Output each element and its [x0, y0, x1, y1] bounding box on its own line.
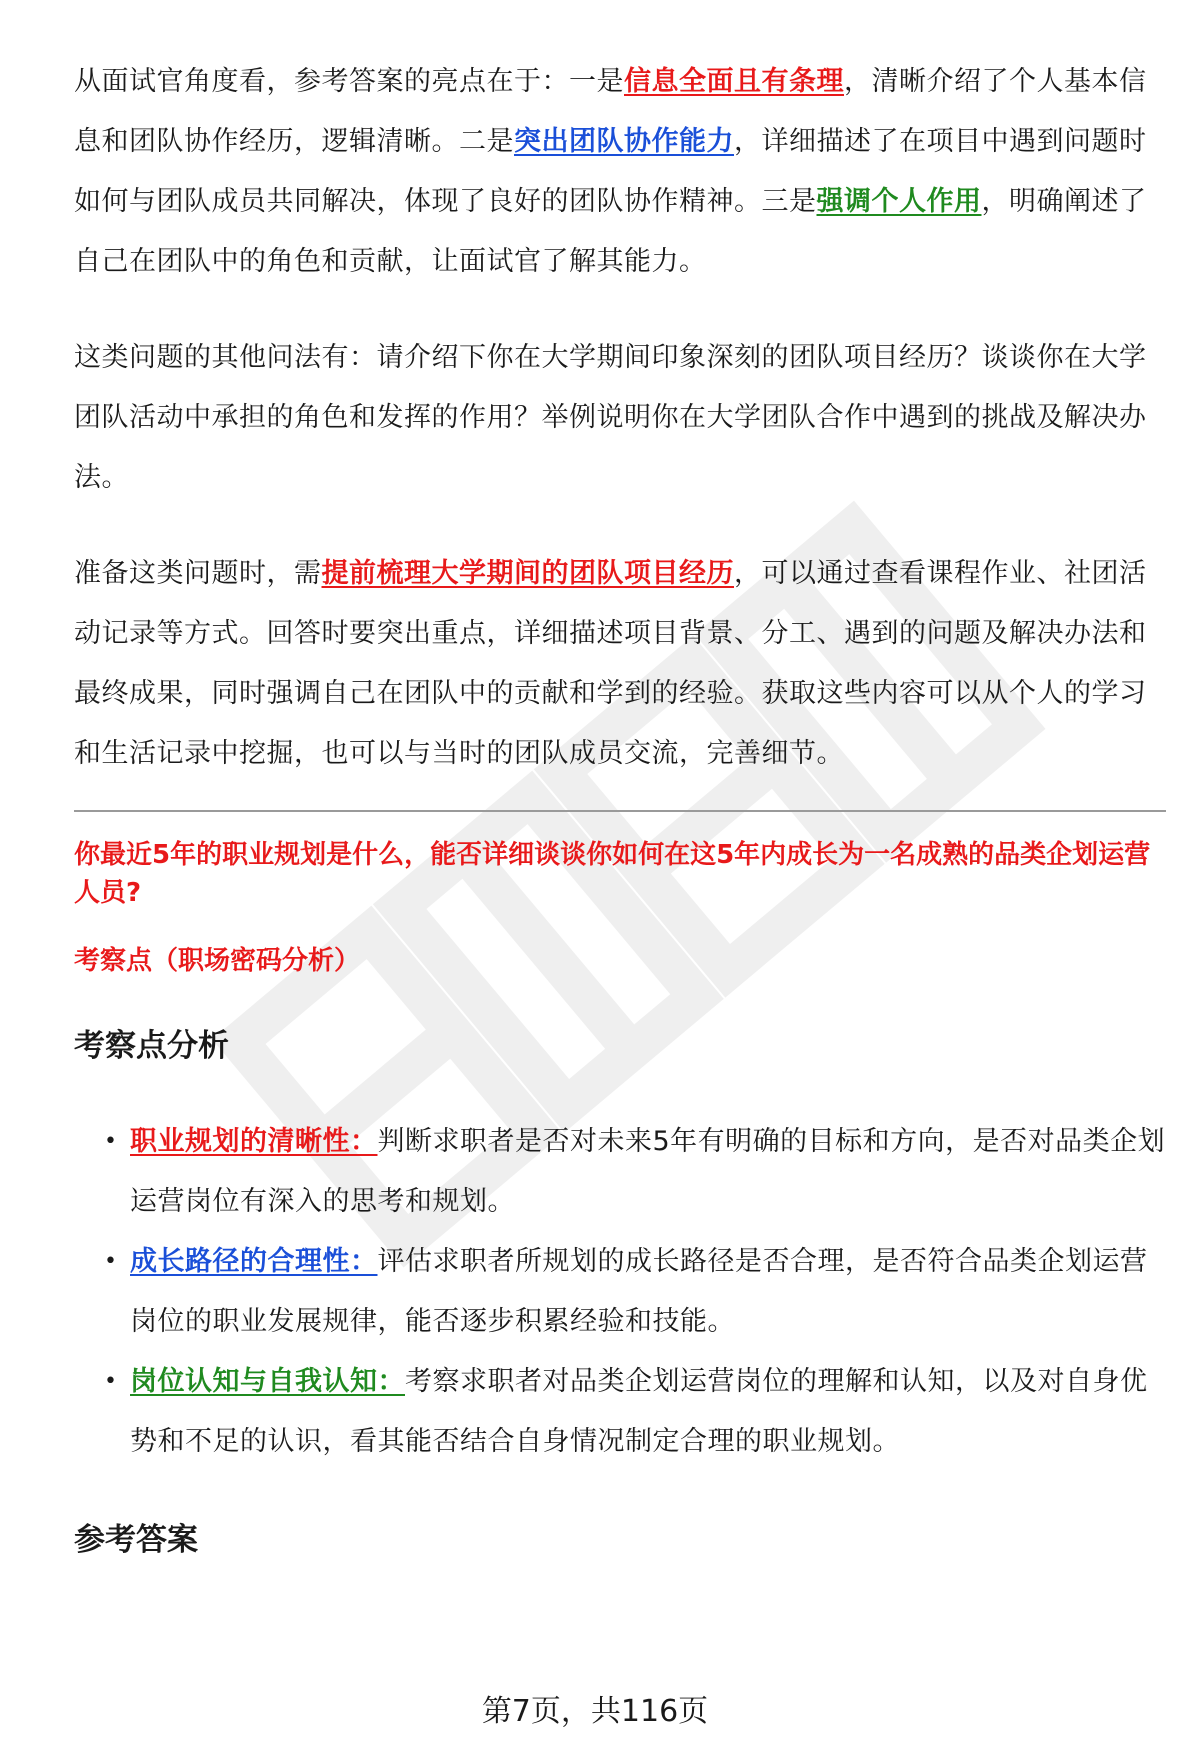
analysis-heading: 考察点分析: [74, 1028, 229, 1064]
highlighted-phrase: 强调个人作用: [816, 186, 982, 217]
paragraph-interviewer-highlights: [74, 52, 1166, 292]
point-text: 评估求职者所规划的成长路径是否合理，是否符合品类企划运营岗位的职业发展规律，能否逐步积累经验和技能。: [130, 1246, 1148, 1337]
bullet-icon: •: [104, 1129, 118, 1154]
page-number: 第7页，共116页: [481, 1694, 709, 1729]
analysis-point: [104, 1352, 1166, 1472]
highlighted-phrase: 信息全面且有条理: [624, 66, 844, 97]
analysis-point: [104, 1112, 1166, 1232]
paragraph-text: ，清晰介绍了个人基本信息和团队协作经历，逻辑清晰。二是: [74, 66, 1147, 157]
bullet-icon: •: [104, 1249, 118, 1274]
highlighted-phrase: 突出团队协作能力: [514, 126, 734, 157]
paragraph-text: ，明确阐述了自己在团队中的角色和贡献，让面试官了解其能力。: [74, 186, 1147, 277]
point-term: 职业规划的清晰性：: [130, 1126, 378, 1157]
bullet-icon: •: [104, 1369, 118, 1394]
analysis-points-list: [74, 1112, 1166, 1472]
point-text: 考察求职者对品类企划运营岗位的理解和认知，以及对自身优势和不足的认识，看其能否结合自身情况制定合理的职业规划。: [130, 1366, 1148, 1457]
paragraph-text: ，详细描述了在项目中遇到问题时如何与团队成员共同解决，体现了良好的团队协作精神。三是: [74, 126, 1147, 217]
highlighted-phrase: 提前梳理大学期间的团队项目经历: [321, 558, 734, 589]
reference-answer-heading: 参考答案: [74, 1522, 198, 1558]
paragraph-text: 从面试官角度看，参考答案的亮点在于：一是: [74, 66, 624, 97]
point-term: 成长路径的合理性：: [130, 1246, 378, 1277]
paragraph-preparation-tips: [74, 544, 1166, 784]
section-divider: [74, 810, 1166, 812]
point-term: 岗位认知与自我认知：: [130, 1366, 405, 1397]
analysis-sub-label: 考察点（职场密码分析）: [74, 946, 361, 976]
paragraph-alternative-questions: [74, 328, 1166, 508]
paragraph-text: 准备这类问题时，需: [74, 558, 322, 589]
document-content: [74, 52, 1166, 1562]
interview-question: 你最近5年的职业规划是什么，能否详细谈谈你如何在这5年内成长为一名成熟的品类企划运营人员?: [74, 840, 1151, 908]
point-text: 判断求职者是否对未来5年有明确的目标和方向，是否对品类企划运营岗位有深入的思考和规划。: [130, 1126, 1166, 1217]
paragraph-text: 这类问题的其他问法有：请介绍下你在大学期间印象深刻的团队项目经历？谈谈你在大学团队活动中承担的角色和发挥的作用？举例说明你在大学团队合作中遇到的挑战及解决办法。: [74, 342, 1147, 493]
analysis-point: [104, 1232, 1166, 1352]
paragraph-text: ，可以通过查看课程作业、社团活动记录等方式。回答时要突出重点，详细描述项目背景、分工、遇到的问题及解决办法和最终成果，同时强调自己在团队中的贡献和学到的经验。获取这些内容可以从个人的学习和生活记录中挖掘，也可以与当时的团队成员交流，完善细节。: [74, 558, 1147, 769]
